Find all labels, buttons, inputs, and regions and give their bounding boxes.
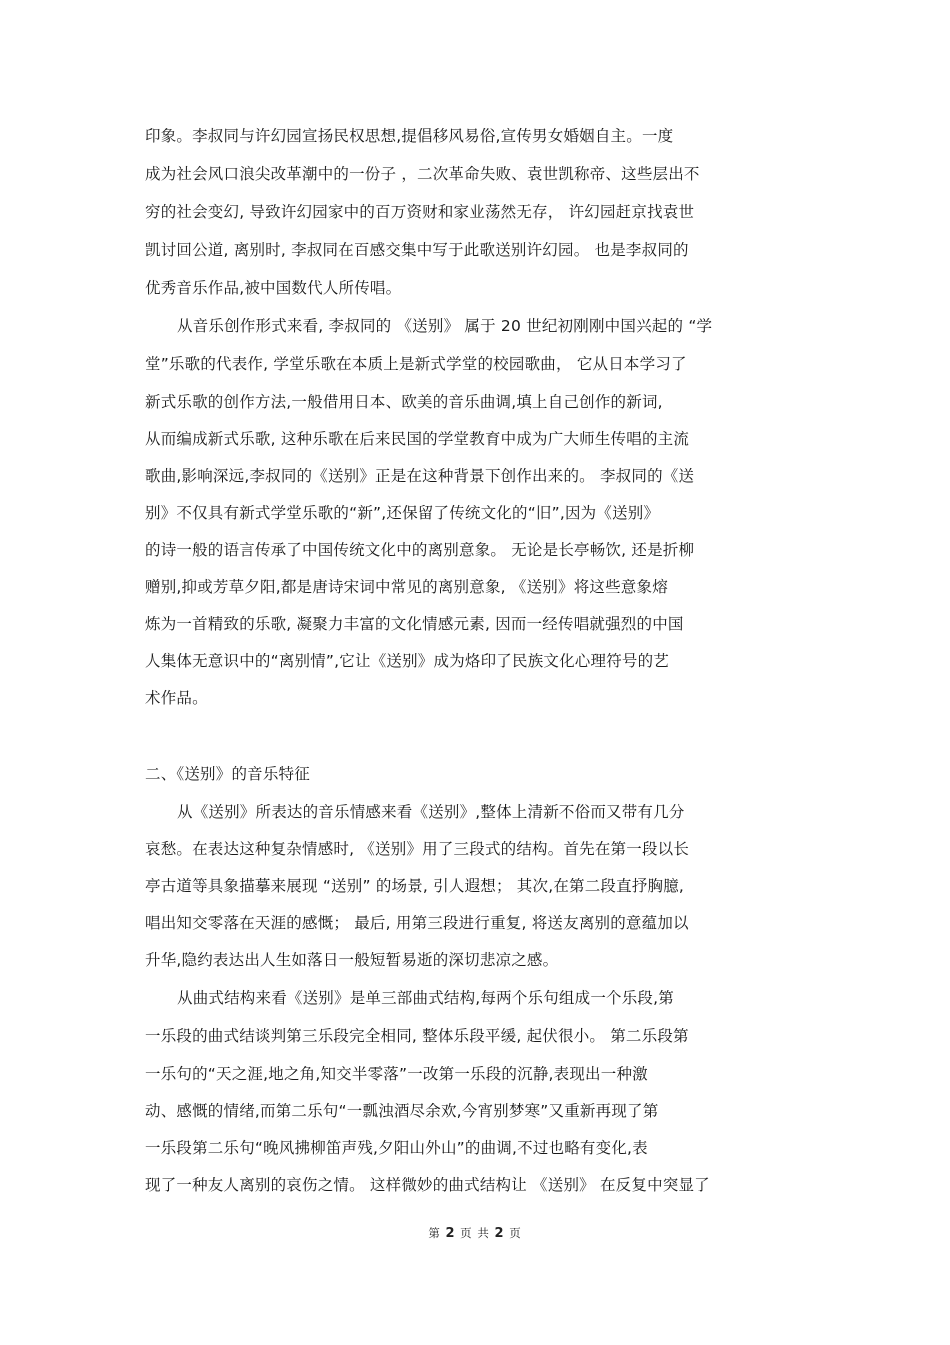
total-pages-number: 2 bbox=[494, 1226, 505, 1241]
text-line: 穷的社会变幻, 导致许幻园家中的百万资财和家业荡然无存， 许幻园赶京找袁世 bbox=[145, 203, 695, 221]
footer-middle: 页 共 bbox=[460, 1226, 490, 1240]
text-line: 凯讨回公道, 离别时, 李叔同在百感交集中写于此歌送别许幻园。 也是李叔同的 bbox=[145, 241, 689, 259]
text-line: 炼为一首精致的乐歌, 凝聚力丰富的文化情感元素, 因而一经传唱就强烈的中国 bbox=[145, 615, 684, 633]
footer-prefix: 第 bbox=[428, 1226, 441, 1240]
footer-suffix: 页 bbox=[509, 1226, 522, 1240]
text-line: 哀愁。在表达这种复杂情感时, 《送别》用了三段式的结构。首先在第一段以长 bbox=[145, 840, 690, 858]
text-line: 动、感慨的情绪,而第二乐句“一瓢浊酒尽余欢,今宵别梦寒”又重新再现了第 bbox=[145, 1102, 659, 1120]
text-line: 术作品。 bbox=[145, 689, 208, 707]
current-page-number: 2 bbox=[445, 1226, 456, 1241]
text-line: 从曲式结构来看《送别》是单三部曲式结构,每两个乐句组成一个乐段,第 bbox=[177, 989, 674, 1007]
text-line: 成为社会风口浪尖改革潮中的一份子 ，二次革命失败、袁世凯称帝、这些层出不 bbox=[145, 165, 700, 183]
text-line: 亭古道等具象描摹来展现 “送别” 的场景, 引人遐想； 其次,在第二段直抒胸臆, bbox=[145, 877, 685, 895]
page-footer bbox=[0, 1225, 950, 1241]
text-line: 新式乐歌的创作方法,一般借用日本、欧美的音乐曲调,填上自己创作的新词, bbox=[145, 393, 663, 411]
section-heading: 二、《送别》的音乐特征 bbox=[145, 765, 310, 783]
text-line: 现了一种友人离别的哀伤之情。 这样微妙的曲式结构让 《送别》 在反复中突显了 bbox=[145, 1176, 710, 1194]
text-line: 唱出知交零落在天涯的感慨； 最后, 用第三段进行重复, 将送友离别的意蕴加以 bbox=[145, 914, 689, 932]
text-line: 人集体无意识中的“离别情”,它让《送别》成为烙印了民族文化心理符号的艺 bbox=[145, 652, 669, 670]
text-line: 堂”乐歌的代表作, 学堂乐歌在本质上是新式学堂的校园歌曲， 它从日本学习了 bbox=[145, 355, 687, 373]
text-line: 歌曲,影响深远,李叔同的《送别》正是在这种背景下创作出来的。 李叔同的《送 bbox=[145, 467, 695, 485]
text-line: 印象。李叔同与许幻园宣扬民权思想,提倡移风易俗,宣传男女婚姻自主。一度 bbox=[145, 127, 674, 145]
text-line: 从音乐创作形式来看, 李叔同的 《送别》 属于 20 世纪初刚刚中国兴起的 “学 bbox=[177, 317, 713, 335]
text-line: 从而编成新式乐歌, 这种乐歌在后来民国的学堂教育中成为广大师生传唱的主流 bbox=[145, 430, 690, 448]
text-line: 升华,隐约表达出人生如落日一般短暂易逝的深切悲凉之感。 bbox=[145, 951, 559, 969]
text-line: 一乐段第二乐句“晚风拂柳笛声残,夕阳山外山”的曲调,不过也略有变化,表 bbox=[145, 1139, 648, 1157]
text-line: 从《送别》所表达的音乐情感来看《送别》,整体上清新不俗而又带有几分 bbox=[177, 803, 685, 821]
text-line: 优秀音乐作品,被中国数代人所传唱。 bbox=[145, 279, 402, 297]
text-line: 别》不仅具有新式学堂乐歌的“新”,还保留了传统文化的“旧”,因为《送别》 bbox=[145, 504, 660, 522]
text-line: 的诗一般的语言传承了中国传统文化中的离别意象。 无论是长亭畅饮, 还是折柳 bbox=[145, 541, 695, 559]
text-line: 一乐句的“天之涯,地之角,知交半零落”一改第一乐段的沉静,表现出一种激 bbox=[145, 1065, 648, 1083]
text-line: 一乐段的曲式结谈判第三乐段完全相同, 整体乐段平缓, 起伏很小。 第二乐段第 bbox=[145, 1027, 689, 1045]
text-line: 赠别,抑或芳草夕阳,都是唐诗宋词中常见的离别意象, 《送别》将这些意象熔 bbox=[145, 578, 668, 596]
